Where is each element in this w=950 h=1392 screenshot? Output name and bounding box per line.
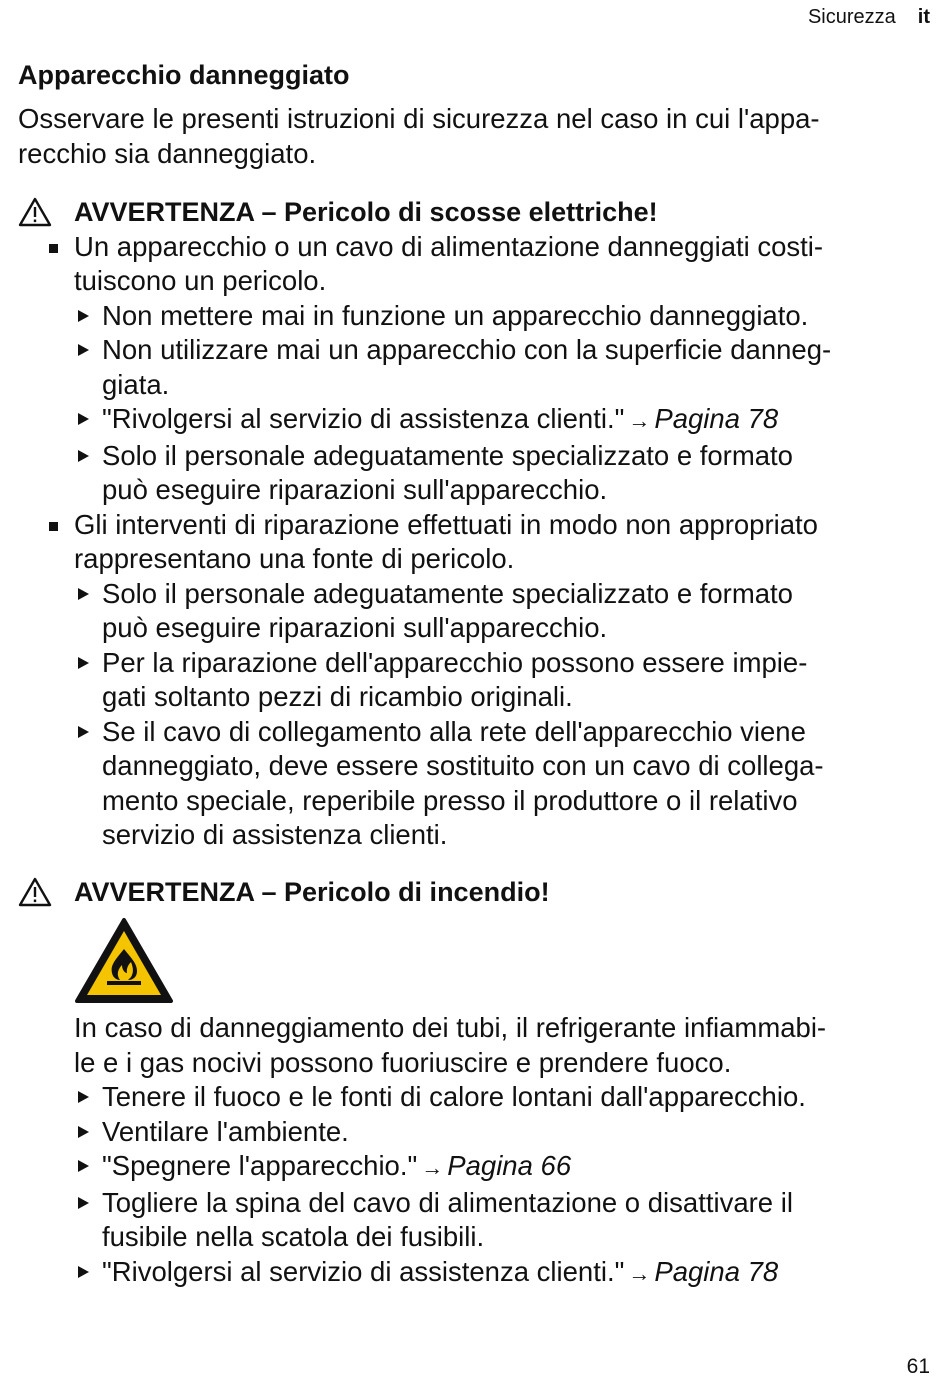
bullet-line: rappresentano una fonte di pericolo. <box>74 543 515 574</box>
step-item <box>18 299 933 334</box>
electric-hazard-list <box>18 230 933 299</box>
step-arrow-icon <box>78 310 89 322</box>
step-line: Non utilizzare mai un apparecchio con la superficie danneg- <box>102 334 832 365</box>
step-arrow-icon <box>78 588 89 600</box>
step-item <box>18 333 933 402</box>
step-item <box>18 1149 933 1186</box>
step-line: giata. <box>102 368 170 400</box>
fire-warning-text <box>18 1011 933 1080</box>
electric-steps-2 <box>18 577 933 853</box>
step-text: "Rivolgersi al servizio di assistenza clienti." <box>102 403 625 434</box>
step-arrow-icon <box>78 1160 89 1172</box>
warning-triangle-icon <box>18 877 52 907</box>
step-line: gati soltanto pezzi di ricambio originali. <box>102 681 573 712</box>
step-item <box>18 1080 933 1115</box>
section-name: Sicurezza <box>807 6 896 28</box>
reference-arrow-icon: → <box>628 1260 651 1286</box>
electric-hazard-list-2 <box>18 508 933 577</box>
step-line: può eseguire riparazioni sull'apparecchio. <box>102 612 608 643</box>
bullet-line: tuiscono un pericolo. <box>74 265 327 296</box>
step-arrow-icon <box>78 1126 89 1138</box>
section-title: Apparecchio danneggiato <box>18 60 350 90</box>
step-arrow-icon <box>78 657 89 669</box>
language-code: it <box>917 6 930 28</box>
step-line: mento speciale, reperibile presso il produttore o il relativo <box>102 784 798 816</box>
electric-steps-1 <box>18 299 933 508</box>
warning-triangle-icon <box>18 197 52 227</box>
main-content <box>18 58 933 1291</box>
bullet-line: Gli interventi di riparazione effettuati in modo non appropriato <box>74 508 818 540</box>
page-reference-link[interactable]: Pagina 78 <box>654 1255 779 1287</box>
step-item <box>18 577 933 646</box>
step-item <box>18 1186 933 1255</box>
bullet-square-icon <box>49 244 58 253</box>
step-line: Solo il personale adeguatamente specializzato e formato <box>102 577 793 609</box>
step-arrow-icon <box>78 1091 89 1103</box>
step-line: Non mettere mai in funzione un apparecchio danneggiato. <box>102 299 809 331</box>
intro-line: Osservare le presenti istruzioni di sicurezza nel caso in cui l'appa- <box>18 103 820 134</box>
page-reference-link[interactable]: Pagina 66 <box>447 1150 572 1181</box>
fire-text-line: In caso di danneggiamento dei tubi, il refrigerante infiammabi- <box>74 1012 827 1043</box>
fire-steps <box>18 1080 933 1291</box>
bullet-square-icon <box>49 522 58 531</box>
step-text: "Spegnere l'apparecchio." <box>102 1150 418 1181</box>
bullet-line: Un apparecchio o un cavo di alimentazione danneggiati costi- <box>74 230 824 262</box>
step-item <box>18 715 933 853</box>
list-item <box>18 508 933 577</box>
page-header <box>808 6 930 29</box>
reference-arrow-icon: → <box>421 1155 444 1180</box>
reference-arrow-icon: → <box>628 408 651 433</box>
fire-text-line: le e i gas nocivi possono fuoriuscire e prendere fuoco. <box>74 1046 732 1078</box>
step-line: Ventilare l'ambiente. <box>102 1115 349 1147</box>
step-arrow-icon <box>78 344 89 356</box>
step-line: fusibile nella scatola dei fusibili. <box>102 1221 485 1252</box>
list-item <box>18 230 933 299</box>
warning-fire-title <box>18 875 933 910</box>
step-arrow-icon <box>78 413 89 425</box>
step-arrow-icon <box>78 1266 89 1278</box>
step-line: servizio di assistenza clienti. <box>102 819 448 850</box>
intro-line: recchio sia danneggiato. <box>18 137 317 169</box>
flammable-warning-icon <box>74 917 174 1005</box>
step-line: Tenere il fuoco e le fonti di calore lontani dall'apparecchio. <box>102 1081 806 1112</box>
step-item <box>18 402 933 439</box>
step-item <box>18 439 933 508</box>
step-arrow-icon <box>78 450 89 462</box>
step-line: Per la riparazione dell'apparecchio possono essere impie- <box>102 646 808 678</box>
step-line: può eseguire riparazioni sull'apparecchio. <box>102 474 608 505</box>
step-line: danneggiato, deve essere sostituito con un cavo di collega- <box>102 750 824 781</box>
warning-electric-title <box>18 195 933 230</box>
step-item <box>18 1115 933 1150</box>
step-text: "Rivolgersi al servizio di assistenza clienti." <box>102 1255 625 1287</box>
intro-paragraph <box>18 102 933 171</box>
step-line: Togliere la spina del cavo di alimentazione o disattivare il <box>102 1186 793 1218</box>
step-item <box>18 1255 933 1292</box>
step-line: Solo il personale adeguatamente specializzato e formato <box>102 439 793 471</box>
step-arrow-icon <box>78 1197 89 1209</box>
step-line: Se il cavo di collegamento alla rete dell'apparecchio viene <box>102 715 806 747</box>
warning-electric-heading: AVVERTENZA – Pericolo di scosse elettriche! <box>74 197 658 227</box>
page-reference-link[interactable]: Pagina 78 <box>654 403 779 434</box>
page-number: 61 <box>906 1355 930 1378</box>
step-arrow-icon <box>78 726 89 738</box>
warning-fire-heading: AVVERTENZA – Pericolo di incendio! <box>74 876 550 907</box>
step-item <box>18 646 933 715</box>
